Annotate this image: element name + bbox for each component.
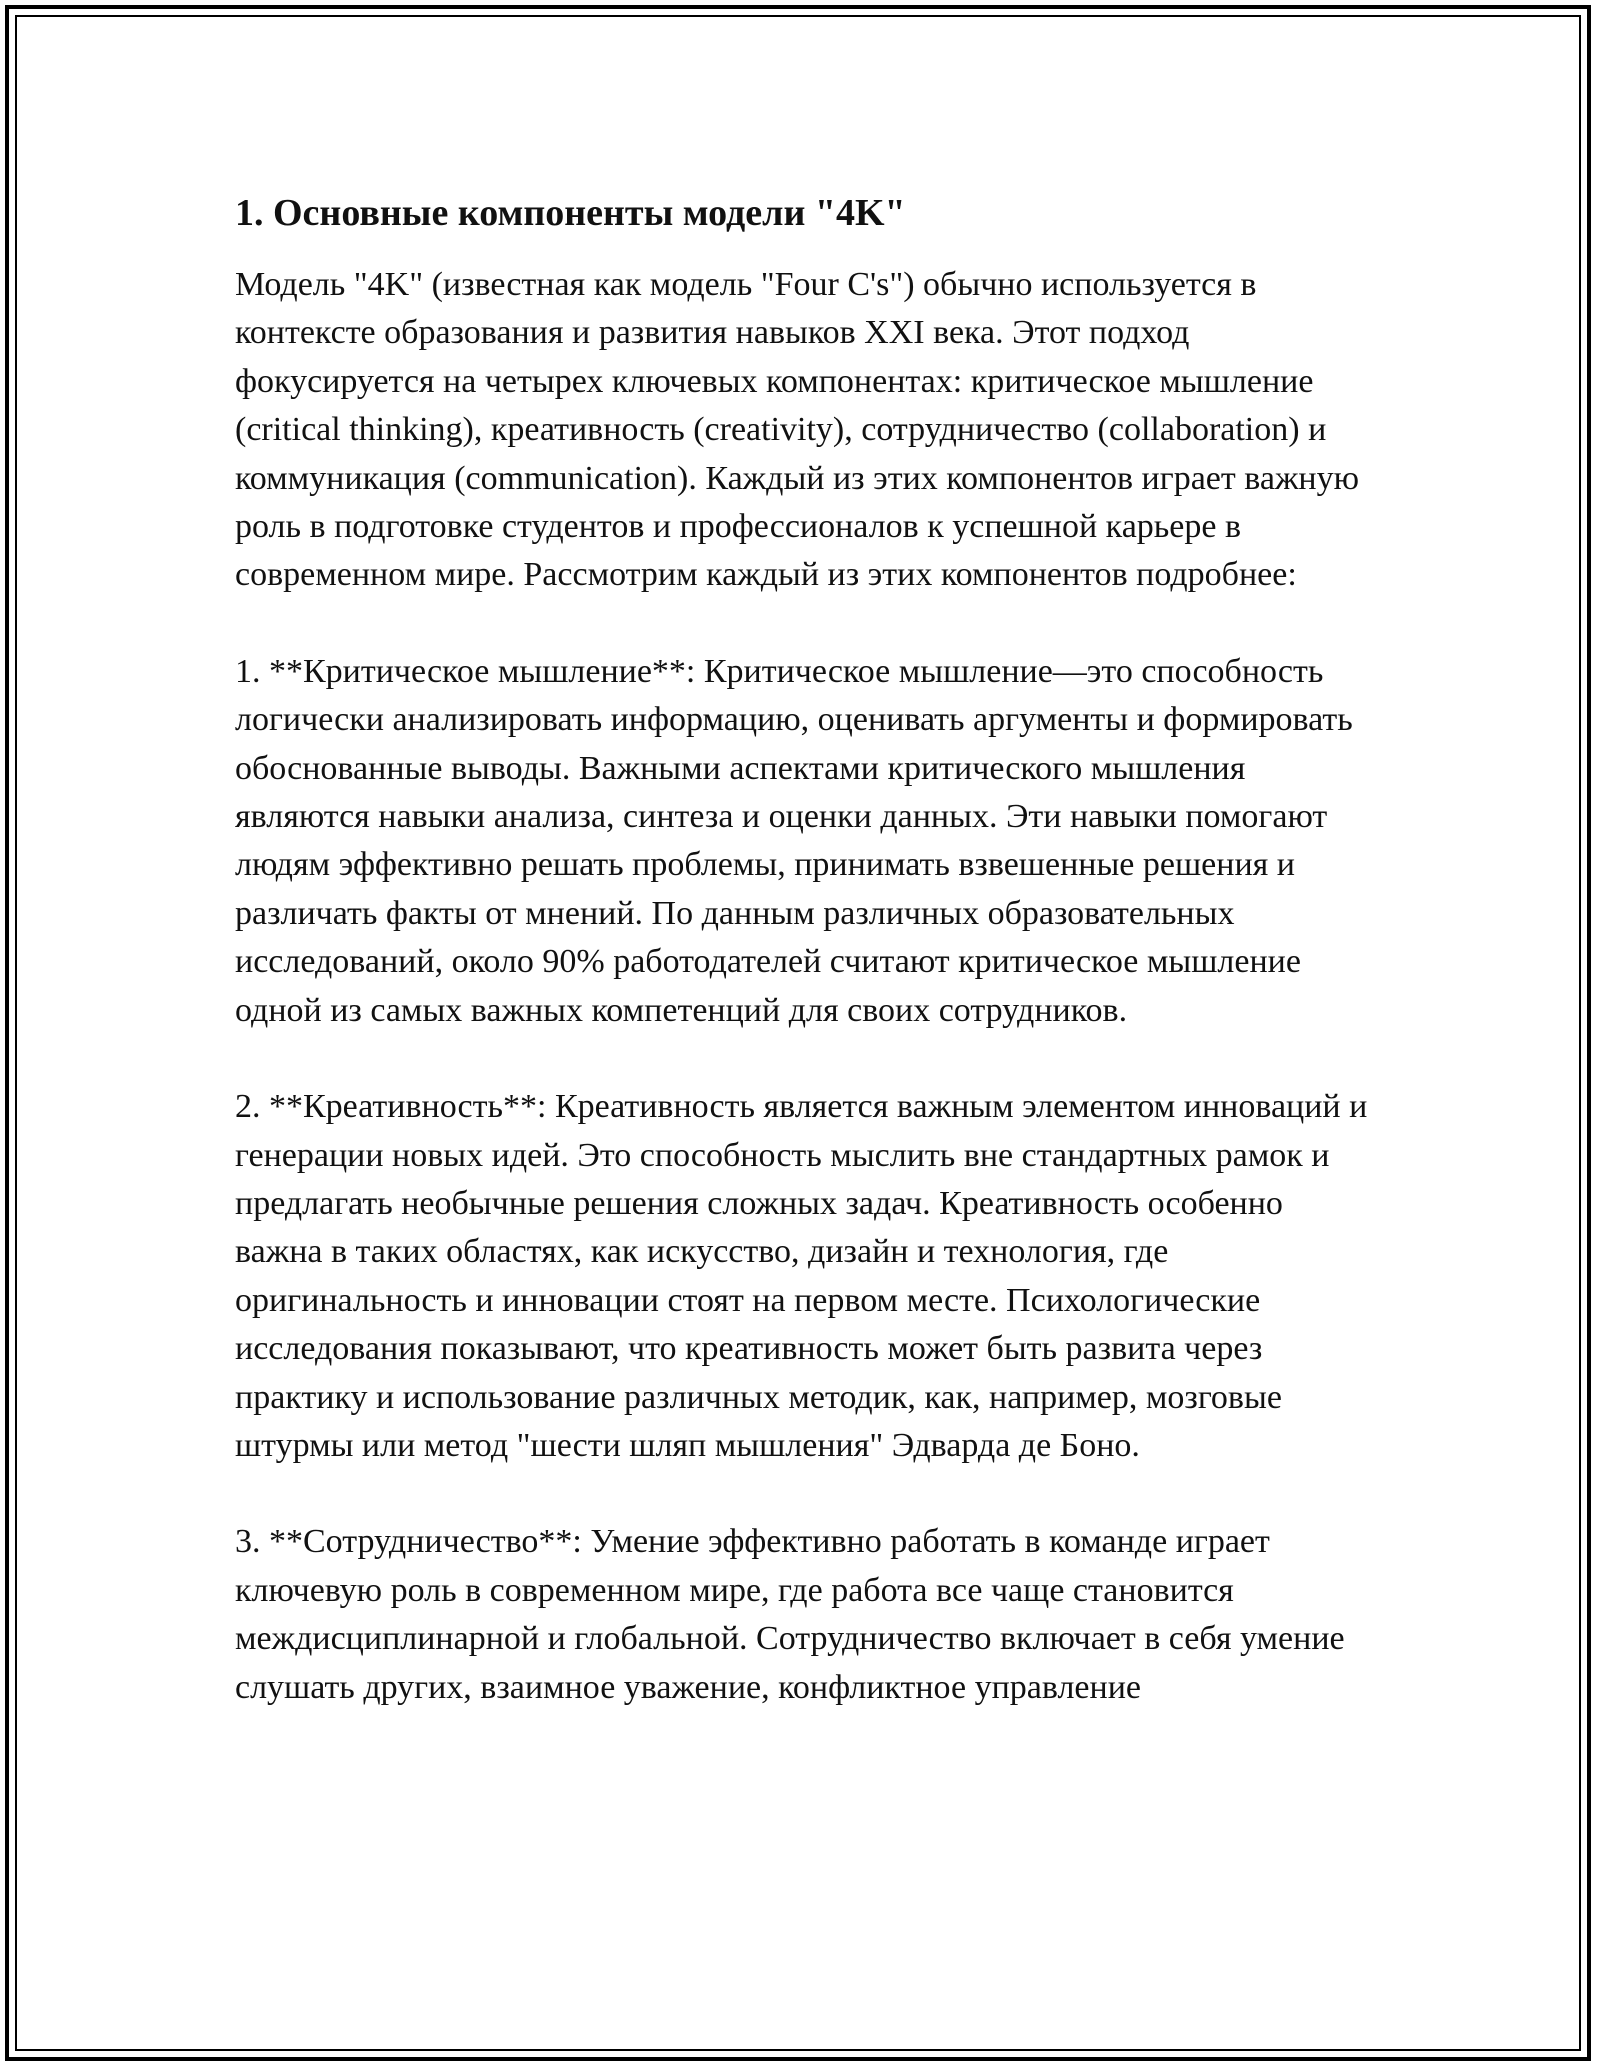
intro-paragraph: Модель "4K" (известная как модель "Four C's") обычно используется в контексте образования и развития навыков XXI века. Этот подход фокусируется на четырех ключевых компонентах: критическое мышление (critical thinking), креативность (creativity), сотрудничество (collaboration) и коммуникация (communication). Каждый из этих компонентов играет важную роль в подготовке студентов и профессионалов к успешной карьере в современном мире. Рассмотрим каждый из этих компонентов подробнее: (235, 266, 1360, 594)
collaboration-paragraph: 3. **Сотрудничество**: Умение эффективно работать в команде играет ключевую роль в современном мире, где работа все чаще становится междисциплинарной и глобальной. Сотрудничество включает в себя умение слушать других, взаимное уважение, конфликтное управление (235, 1523, 1345, 1706)
section-heading: 1. Основные компоненты модели "4K" (235, 192, 906, 234)
creativity-paragraph: 2. **Креативность**: Креативность является важным элементом инноваций и генерации новых идей. Это способность мыслить вне стандартных рамок и предлагать необычные решения сложных задач. Креативность особенно важна в таких областях, как искусство, дизайн и технология, где оригинальность и инновации стоят на первом месте. Психологические исследования показывают, что креативность может быть развита через практику и использование различных методик, как, например, мозговые штурмы или метод "шести шляп мышления" Эдварда де Боно. (235, 1088, 1368, 1464)
document-page (235, 185, 1375, 1760)
critical-thinking-paragraph: 1. **Критическое мышление**: Критическое мышление—это способность логически анализировать информацию, оценивать аргументы и формировать обоснованные выводы. Важными аспектами критического мышления являются навыки анализа, синтеза и оценки данных. Эти навыки помогают людям эффективно решать проблемы, принимать взвешенные решения и различать факты от мнений. По данным различных образовательных исследований, около 90% работодателей считают критическое мышление одной из самых важных компетенций для своих сотрудников. (235, 652, 1353, 1029)
